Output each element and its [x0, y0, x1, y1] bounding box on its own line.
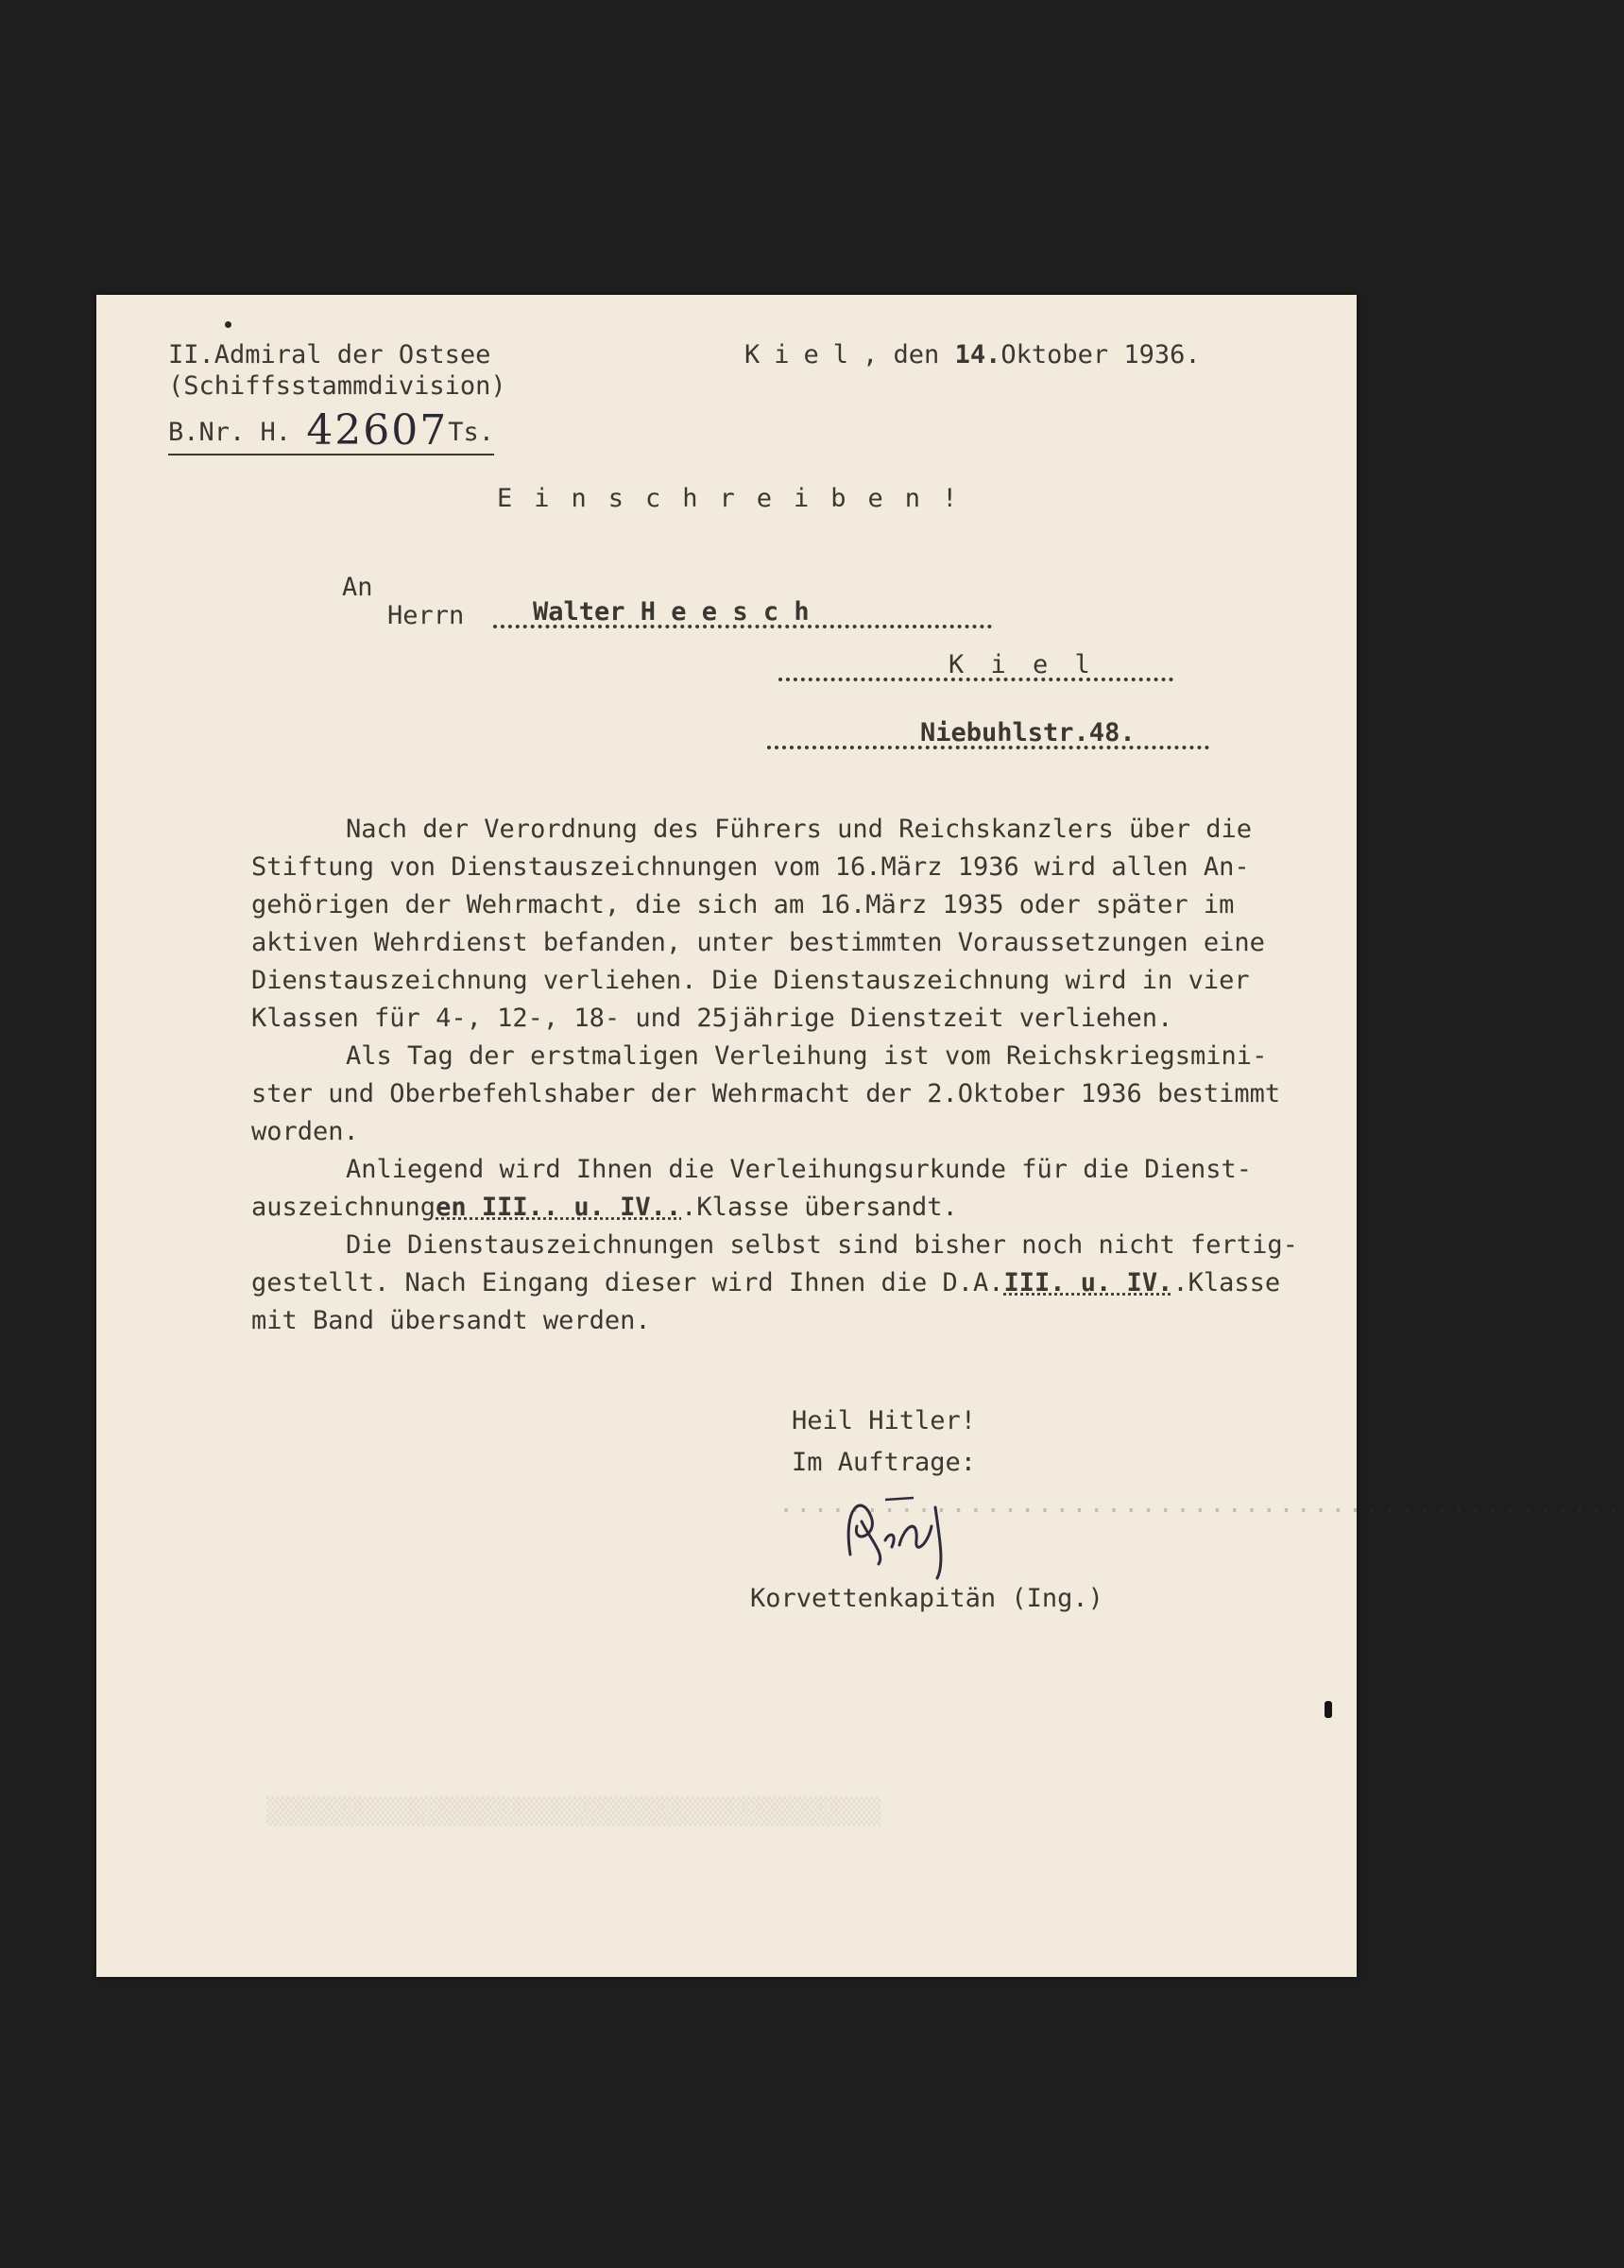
handwritten-signature [833, 1488, 994, 1592]
body-line-8: ster und Oberbefehlshaber der Wehrmacht der 2.Oktober 1936 bestimmt [251, 1079, 1281, 1108]
body-line-6: Klassen für 4-, 12-, 18- und 25jährige Dienstzeit verliehen. [251, 1004, 1173, 1033]
edge-mark [1325, 1701, 1332, 1718]
recipient-street-field [767, 720, 1209, 749]
award-class-fill: en III.. u. IV.. [436, 1193, 682, 1222]
body-line-11: Die Dienstauszeichnungen selbst sind bisher noch nicht fertig- [346, 1230, 1298, 1260]
body-line-da [251, 1268, 1280, 1297]
recipient-street: Niebuhlstr.48. [920, 718, 1136, 747]
body-line-award [251, 1193, 958, 1222]
recipient-herrn: Herrn [387, 601, 465, 630]
da-line-prefix: gestellt. Nach Eingang dieser wird Ihnen die D.A. [251, 1268, 1004, 1297]
closing-order: Im Auftrage: [792, 1448, 977, 1477]
date-day: 14. [954, 340, 1001, 369]
body-line-5: Dienstauszeichnung verliehen. Die Dienstauszeichnung wird in vier [251, 966, 1250, 995]
recipient-an: An [342, 573, 373, 602]
reference-handwritten-number: 42607 [306, 406, 449, 455]
reference-number [168, 406, 494, 455]
award-line-prefix: auszeichnung [251, 1193, 436, 1222]
da-class-fill: III. u. IV. [1003, 1268, 1173, 1297]
body-line-3: gehörigen der Wehrmacht, die sich am 16.März 1935 oder später im [251, 890, 1235, 919]
date-place: Kiel [744, 340, 863, 369]
body-line-last: mit Band übersandt werden. [251, 1306, 651, 1335]
sender-line2: (Schiffsstammdivision) [168, 371, 506, 401]
date-line [744, 342, 1201, 368]
recipient-city-field [778, 652, 1173, 681]
body-line-1: Nach der Verordnung des Führers und Reichskanzlers über die [346, 815, 1253, 844]
sender-line1: II.Admiral der Ostsee [168, 340, 491, 369]
recipient-city: K i e l [949, 650, 1096, 679]
bleed-through: ▒▒▒▒▒▒▒▒▒▒▒▒▒▒▒▒▒▒▒▒▒▒▒▒▒▒▒▒▒▒▒▒▒▒▒▒▒▒▒▒ [266, 1797, 881, 1827]
body-line-10: Anliegend wird Ihnen die Verleihungsurkunde für die Dienst- [346, 1155, 1253, 1184]
body-line-9: worden. [251, 1117, 359, 1146]
recipient-name-field [493, 599, 992, 628]
body-line-2: Stiftung von Dienstauszeichnungen vom 16.März 1936 wird allen An- [251, 852, 1250, 882]
punch-mark [225, 321, 231, 328]
closing-rank: Korvettenkapitän (Ing.) [750, 1584, 1103, 1613]
body-line-4: aktiven Wehrdienst befanden, unter bestimmten Voraussetzungen eine [251, 928, 1265, 957]
date-month-year: Oktober 1936. [1000, 340, 1201, 369]
award-line-suffix: .Klasse übersandt. [681, 1193, 958, 1222]
recipient-name: Walter H e e s c h [533, 597, 810, 627]
da-line-suffix: .Klasse [1172, 1268, 1281, 1297]
letter-page [96, 295, 1624, 1977]
date-den: , den [863, 340, 940, 369]
registered-mail-heading: Einschreiben! [497, 484, 980, 513]
closing-greeting: Heil Hitler! [792, 1406, 977, 1435]
reference-prefix: B.Nr. H. [168, 418, 292, 447]
reference-suffix: Ts. [448, 418, 495, 447]
body-line-7: Als Tag der erstmaligen Verleihung ist vom Reichskriegsmini- [346, 1041, 1268, 1071]
signature-dotted-line: ................................................. [778, 1489, 1624, 1519]
